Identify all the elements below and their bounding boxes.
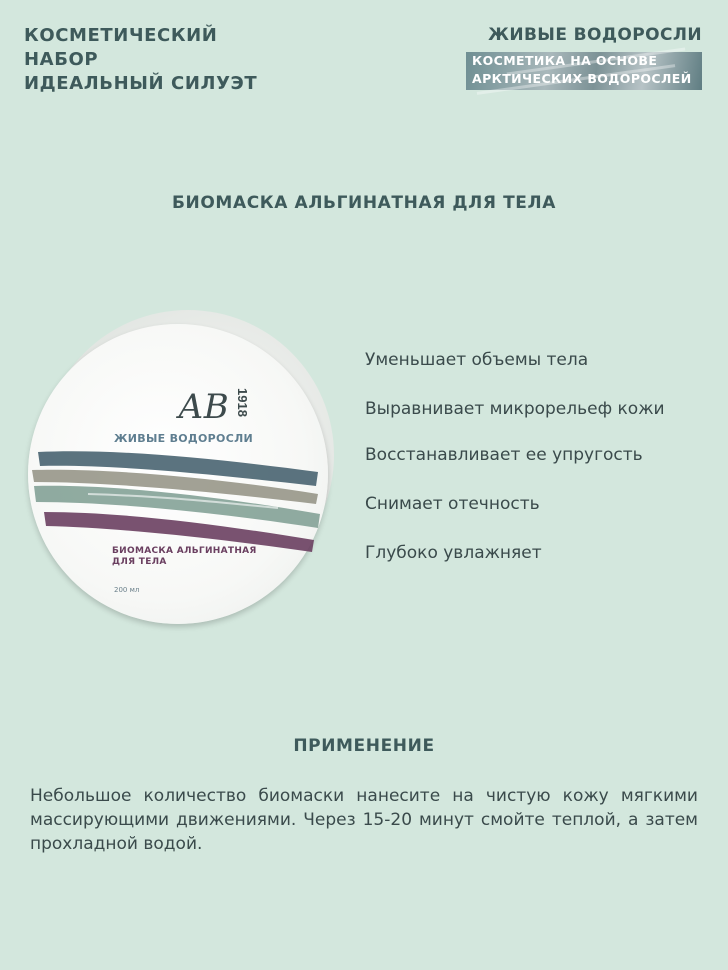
logo-year: 1918: [235, 388, 250, 417]
brand-block: [466, 24, 702, 90]
usage-title: ПРИМЕНЕНИЕ: [293, 736, 435, 756]
jar-volume: 200 мл: [114, 586, 140, 594]
benefit-item: Уменьшает объемы тела: [365, 350, 589, 370]
usage-text: Небольшое количество биомаски нанесите на чистую кожу мягкими массирующими движениями. Через 15-20 минут смойте теплой, а затем прохладной водой.: [30, 786, 698, 854]
brand-tagline-line-1: КОСМЕТИКА НА ОСНОВЕ: [472, 53, 658, 68]
benefit-item: Выравнивает микрорельеф кожи: [365, 399, 665, 419]
kit-title: КОСМЕТИЧЕСКИЙ НАБОР ИДЕАЛЬНЫЙ СИЛУЭТ: [24, 25, 258, 94]
jar-product-name: БИОМАСКА АЛЬГИНАТНАЯ ДЛЯ ТЕЛА: [112, 546, 257, 567]
logo-letters: АВ: [178, 387, 229, 427]
brand-tagline-line-2: АРКТИЧЕСКИХ ВОДОРОСЛЕЙ: [472, 71, 692, 86]
jar-lid: [28, 324, 328, 624]
brand-name: ЖИВЫЕ ВОДОРОСЛИ: [488, 25, 702, 45]
benefit-item: Восстанавливает ее упругость: [365, 445, 643, 465]
benefit-item: Снимает отечность: [365, 494, 540, 514]
jar-brand-name: ЖИВЫЕ ВОДОРОСЛИ: [114, 432, 254, 445]
product-jar-image: [28, 310, 338, 626]
benefit-item: Глубоко увлажняет: [365, 543, 542, 563]
brand-banner: [466, 52, 702, 90]
benefits-list: [365, 348, 697, 590]
product-title: БИОМАСКА АЛЬГИНАТНАЯ ДЛЯ ТЕЛА: [172, 193, 556, 213]
brush-strokes-decoration: [28, 442, 328, 562]
brand-logo: [176, 380, 250, 430]
